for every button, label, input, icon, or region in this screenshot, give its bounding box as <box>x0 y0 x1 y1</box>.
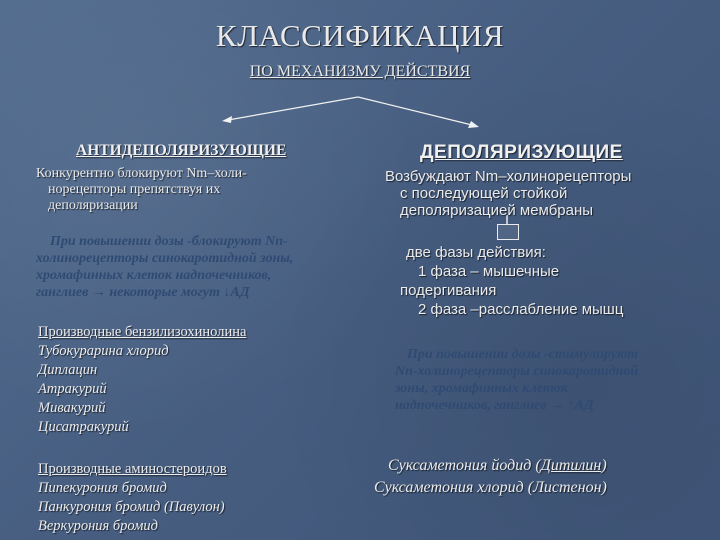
left-heading: АНТИДЕПОЛЯРИЗУЮЩИЕ <box>76 142 287 159</box>
right-highdose-line3: зоны, хромафинных клеток <box>395 381 568 396</box>
arrow-left-line <box>228 97 358 120</box>
left-description <box>36 166 336 214</box>
list-item: Диплацин <box>38 362 98 378</box>
right-desc-line1: Возбуждают Nm–холинорецепторы <box>385 168 632 185</box>
sux-brand-ditilin: Дитилин <box>540 457 602 474</box>
left-highdose-line4: ганглиев → некоторые могут ↓АД <box>36 285 250 300</box>
right-highdose-line1: При повышении дозы -стимулируют <box>407 347 639 362</box>
phases-line2: 1 фаза – мышечные <box>418 263 560 280</box>
list-item: Тубокурарина хлорид <box>38 343 169 359</box>
left-desc-line2: норецепторы препятствуя их <box>48 182 221 197</box>
page-title: КЛАССИФИКАЦИЯ <box>215 18 505 53</box>
right-heading: ДЕПОЛЯРИЗУЮЩИЕ <box>420 142 623 163</box>
list-item: Веркурония бромид <box>38 518 158 534</box>
suxamethonium-list <box>374 455 607 499</box>
left-high-dose-note <box>36 233 336 301</box>
sux-line1 <box>374 455 607 477</box>
phases-block <box>400 243 690 319</box>
sux-line1-text: Суксаметония йодид ( <box>388 457 541 474</box>
left-desc-line3: деполяризации <box>48 198 138 213</box>
arrow-right-line <box>358 97 472 125</box>
sux-line1-end: ) <box>601 457 607 474</box>
right-high-dose-note <box>395 346 695 414</box>
phases-line3: подергивания <box>400 282 497 299</box>
arrow-left-head <box>222 116 232 123</box>
aminosteroid-list <box>38 460 227 536</box>
list-item: Пипекурония бромид <box>38 480 167 496</box>
right-highdose-line2: Nn-холинорецепторы синокаротидной <box>395 364 639 379</box>
left-desc-line1: Конкурентно блокируют Nm–холи- <box>36 166 247 181</box>
list-item: Атракурий <box>38 381 107 397</box>
list-item: Мивакурий <box>38 400 106 416</box>
phases-line1: две фазы действия: <box>406 244 546 261</box>
right-description <box>385 168 695 219</box>
page-subtitle: ПО МЕХАНИЗМУ ДЕЙСТВИЯ <box>249 63 471 80</box>
benzyl-heading: Производные бензилизохинолина <box>38 324 247 340</box>
phases-line4: 2 фаза –расслабление мышц <box>418 301 624 318</box>
benzylisoquinoline-list <box>38 323 246 437</box>
arrow-right-head <box>468 121 479 128</box>
amino-heading: Производные аминостероидов <box>38 461 227 477</box>
sux-line2: Суксаметония хлорид (Листенон) <box>374 479 607 496</box>
list-item: Цисатракурий <box>38 419 129 435</box>
down-arrow-box <box>497 224 519 240</box>
left-highdose-line3: хромафинных клеток надпочечников, <box>36 268 272 283</box>
list-item: Панкурония бромид (Павулон) <box>38 499 225 515</box>
right-desc-line2: с последующей стойкой <box>400 185 568 202</box>
left-highdose-line2: холинорецепторы синокаротидной зоны, <box>36 251 294 266</box>
left-highdose-line1: При повышении дозы -блокируют Nn- <box>50 234 288 249</box>
right-desc-line3: деполяризацией мембраны <box>400 202 594 219</box>
right-highdose-line4: надпочечников, ганглиев → ↑АД <box>395 398 594 413</box>
